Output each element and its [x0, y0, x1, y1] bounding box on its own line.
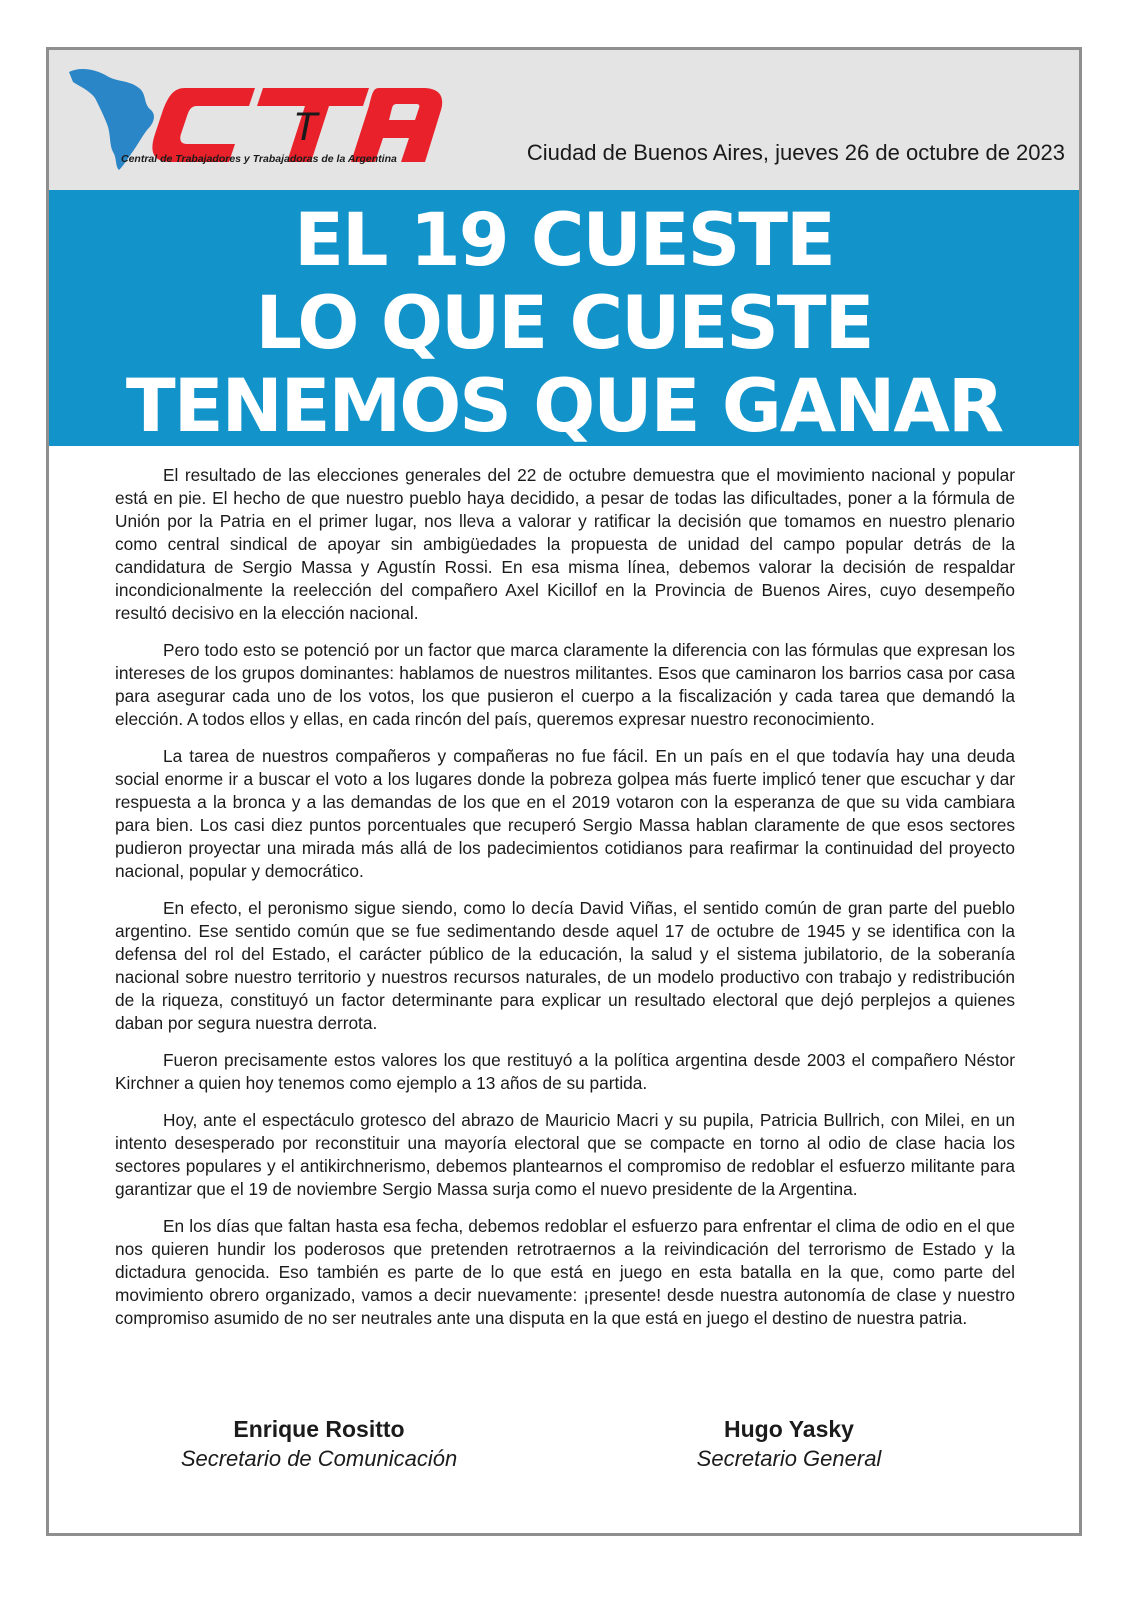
paragraph-7: En los días que faltan hasta esa fecha, debemos redoblar el esfuerzo para enfrentar el clima de odio en el que nos quieren hundir los poderosos que pretenden retrotraernos a la reivindicación del terrorismo de Estado y la dictadura genocida. Eso también es parte de lo que está en juego en esta batalla en la que, como parte del movimiento obrero organizado, vamos a decir nuevamente: ¡presente! desde nuestra autonomía de clase y nuestro compromiso asumido de no ser neutrales ante una disputa en la que está en juego el destino de nuestra patria. [115, 1216, 1015, 1328]
headline-line-3: TENEMOS QUE GANAR [125, 364, 1003, 449]
header [49, 50, 1079, 190]
headline-banner [49, 190, 1079, 449]
logo-caption: Central de Trabajadores y Trabajadoras de la Argentina [121, 153, 397, 165]
paragraph-5: Fueron precisamente estos valores los que restituyó a la política argentina desde 2003 el compañero Néstor Kirchner a quien hoy tenemos como ejemplo a 13 años de su partida. [115, 1050, 1015, 1093]
signatory-name: Hugo Yasky [724, 1416, 854, 1442]
signatory-role: Secretario General [696, 1446, 882, 1471]
headline-line-1: EL 19 CUESTE [294, 198, 834, 283]
cta-logo [67, 62, 467, 184]
logo-letter-c [152, 88, 255, 162]
signature-left [119, 1414, 519, 1474]
headline [49, 190, 1079, 448]
signature-right [569, 1414, 1009, 1474]
signatures [49, 1414, 1079, 1494]
signatory-role: Secretario de Comunicación [180, 1446, 458, 1471]
headline-line-2: LO QUE CUESTE [255, 281, 873, 366]
document-frame [46, 47, 1082, 1536]
paragraph-6: Hoy, ante el espectáculo grotesco del abrazo de Mauricio Macri y su pupila, Patricia Bullrich, con Milei, en un intento desesperado por reconstituir una mayoría electoral que se compacte en torno al odio de clase hacia los sectores populares y el antikirchnerismo, debemos plantearnos el compromiso de redoblar el esfuerzo militante para garantizar que el 19 de noviembre Sergio Massa surja como el nuevo presidente de la Argentina. [115, 1110, 1015, 1199]
paragraph-1: El resultado de las elecciones generales del 22 de octubre demuestra que el movimiento nacional y popular está en pie. El hecho de que nuestro pueblo haya decidido, a pesar de todas las dificultades, poner a la fórmula de Unión por la Patria en el primer lugar, nos lleva a valorar y ratificar la decisión que tomamos en nuestro plenario como central sindical de apoyar sin ambigüedades la propuesta de unidad del campo popular detrás de la candidatura de Sergio Massa y Agustín Rossi. En esa misma línea, debemos valorar la decisión de respaldar incondicionalmente la reelección del compañero Axel Kicillof en la Provincia de Buenos Aires, cuyo desempeño resultó decisivo en la elección nacional. [115, 465, 1015, 623]
svg-text:T: T [293, 105, 318, 149]
paragraph-4: En efecto, el peronismo sigue siendo, como lo decía David Viñas, el sentido común de gran parte del pueblo argentino. Ese sentido común que se fue sedimentando desde aquel 17 de octubre de 1945 y se identifica con la defensa del rol del Estado, el carácter público de la educación, la salud y el sistema jubilatorio, de la soberanía nacional sobre nuestro territorio y nuestros recursos naturales, de un modelo productivo con trabajo y redistribución de la riqueza, constituyó un factor determinante para explicar un resultado electoral que dejó perplejos a quienes daban por segura nuestra derrota. [115, 898, 1015, 1033]
signatory-name: Enrique Rositto [233, 1416, 405, 1442]
article-body [115, 464, 1015, 1344]
date-line: Ciudad de Buenos Aires, jueves 26 de octubre de 2023 [526, 140, 1065, 165]
paragraph-2: Pero todo esto se potenció por un factor que marca claramente la diferencia con las fórmulas que expresan los intereses de los grupos dominantes: hablamos de nuestros militantes. Esos que caminaron los barrios casa por casa para asegurar cada uno de los votos, los que pusieron el cuerpo a la fiscalización y cada tarea que demandó la elección. A todos ellos y ellas, en cada rincón del país, queremos expresar nuestro reconocimiento. [115, 640, 1015, 729]
paragraph-3: La tarea de nuestros compañeros y compañeras no fue fácil. En un país en el que todavía hay una deuda social enorme ir a buscar el voto a los lugares donde la pobreza golpea más fuerte implicó tener que escuchar y dar respuesta a la bronca y a las demandas de los que en el 2019 votaron con la esperanza de que su vida cambiara para bien. Los casi diez puntos porcentuales que recuperó Sergio Massa hablan claramente de que esos sectores pudieron proyectar una mirada más allá de los padecimientos cotidianos para reafirmar la continuidad del proyecto nacional, popular y democrático. [115, 746, 1015, 881]
